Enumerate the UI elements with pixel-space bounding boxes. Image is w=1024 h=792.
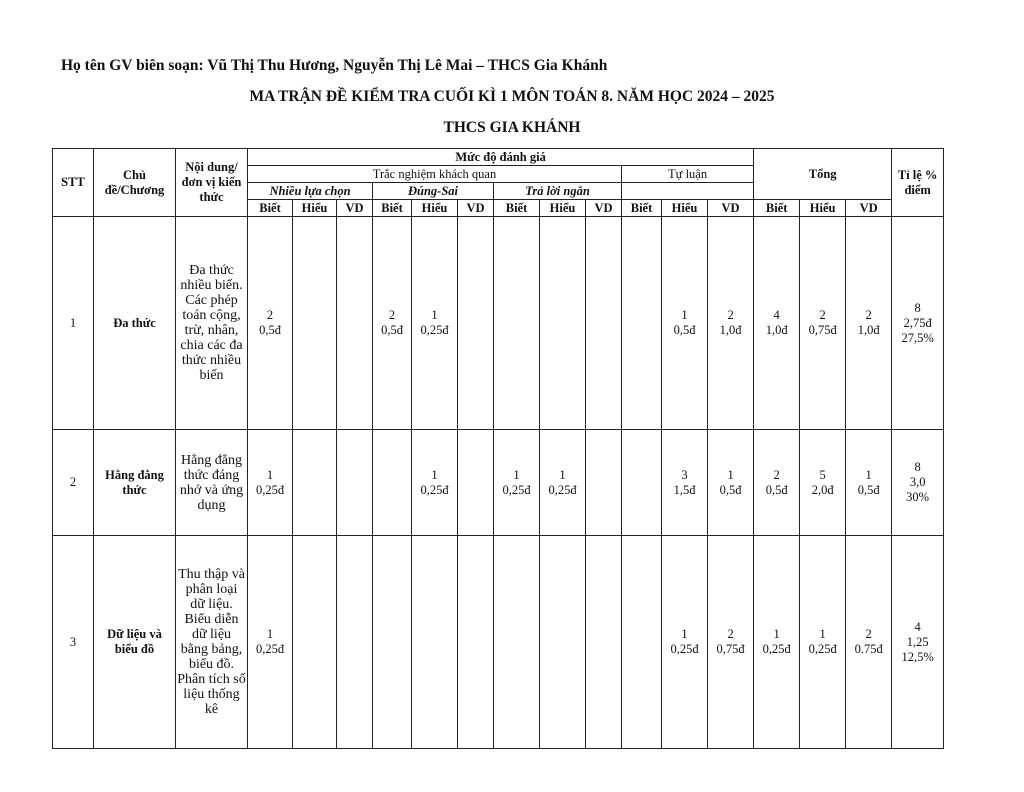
row-ti-le — [892, 536, 944, 749]
cell-count: 4 — [773, 308, 780, 322]
matrix-cell — [846, 430, 892, 536]
cell-count: 1 — [681, 308, 688, 322]
header-level: Hiểu — [293, 200, 337, 217]
cell-count: 2 — [819, 308, 826, 322]
matrix-cell — [846, 217, 892, 430]
header-tu-luan-spacer — [622, 183, 754, 200]
header-level: Biết — [622, 200, 662, 217]
cell-score: 0,5đ — [765, 482, 788, 497]
matrix-cell — [540, 430, 586, 536]
author-line: Họ tên GV biên soạn: Vũ Thị Thu Hương, Nguyễn Thị Lê Mai – THCS Gia Khánh — [61, 57, 608, 74]
header-stt: STT — [53, 149, 94, 217]
matrix-cell — [458, 430, 494, 536]
cell-count: 2 — [773, 467, 780, 482]
cell-score: 1,0đ — [719, 323, 742, 337]
cell-count: 2 — [727, 627, 734, 641]
cell-score: 0,25đ — [255, 642, 285, 656]
row-noi-dung: Thu thập và phân loại dữ liệu. Biểu diễn dữ liệu bằng bảng, biểu đồ. Phân tích số liệu thống kê — [176, 536, 248, 749]
header-level: Biết — [494, 200, 540, 217]
cell-count: 1 — [727, 467, 734, 482]
cell-score: 2,0đ — [811, 482, 834, 497]
matrix-cell — [337, 217, 373, 430]
matrix-cell — [540, 536, 586, 749]
ti-le-line: 12,5% — [901, 649, 934, 664]
cell-count: 3 — [681, 467, 688, 482]
matrix-cell — [373, 217, 412, 430]
matrix-cell — [412, 217, 458, 430]
cell-score: 0,25đ — [808, 642, 837, 656]
matrix-cell — [754, 430, 800, 536]
row-noi-dung: Hằng đẳng thức đáng nhớ và ứng dụng — [176, 430, 248, 536]
header-level: Hiểu — [662, 200, 708, 217]
cell-score: 1,0đ — [857, 323, 880, 337]
header-muc-do: Mức độ đánh giá — [248, 149, 754, 166]
cell-count: 1 — [266, 627, 274, 641]
matrix-cell — [662, 536, 708, 749]
cell-count: 2 — [388, 308, 396, 322]
cell-score: 0,5đ — [381, 323, 403, 337]
header-dung-sai: Đúng-Sai — [373, 183, 494, 200]
table-row — [53, 536, 944, 749]
ti-le-line: 8 — [914, 460, 921, 474]
cell-count: 1 — [819, 627, 826, 641]
cell-score: 0,25đ — [670, 642, 699, 656]
header-level: Biết — [248, 200, 293, 217]
header-level: Hiểu — [800, 200, 846, 217]
ti-le-line: 8 — [914, 300, 921, 315]
row-noi-dung: Đa thức nhiều biến. Các phép toán cộng, trừ, nhân, chia các đa thức nhiều biến — [176, 217, 248, 430]
matrix-cell — [622, 536, 662, 749]
matrix-cell — [800, 217, 846, 430]
matrix-cell — [622, 430, 662, 536]
cell-count: 1 — [431, 308, 438, 322]
header-tong: Tổng — [754, 149, 892, 200]
header-tnkq: Trắc nghiệm khách quan — [248, 166, 622, 183]
header-level: VD — [586, 200, 622, 217]
cell-score: 1,0đ — [765, 323, 788, 337]
matrix-cell — [412, 430, 458, 536]
matrix-cell — [586, 536, 622, 749]
row-chu-de: Đa thức — [94, 217, 176, 430]
matrix-cell — [412, 536, 458, 749]
header-level: VD — [846, 200, 892, 217]
document-title: MA TRẬN ĐỀ KIỂM TRA CUỐI KÌ 1 MÔN TOÁN 8. NĂM HỌC 2024 – 2025 — [249, 88, 775, 105]
matrix-cell — [662, 430, 708, 536]
matrix-cell — [708, 430, 754, 536]
matrix-cell — [662, 217, 708, 430]
ti-le-line: 30% — [906, 490, 930, 504]
cell-count: 1 — [681, 627, 688, 641]
row-stt: 1 — [53, 217, 94, 430]
cell-score: 0,25đ — [420, 482, 449, 497]
matrix-cell — [494, 536, 540, 749]
matrix-cell — [494, 430, 540, 536]
matrix-cell — [494, 217, 540, 430]
matrix-cell — [800, 430, 846, 536]
assessment-matrix-table — [52, 148, 944, 749]
matrix-cell — [708, 217, 754, 430]
header-tu-luan: Tự luận — [622, 166, 754, 183]
cell-score: 0,25đ — [502, 482, 531, 497]
header-noi-dung: Nội dung/đơn vị kiến thức — [176, 149, 248, 217]
matrix-cell — [248, 430, 293, 536]
row-ti-le — [892, 430, 944, 536]
matrix-cell — [373, 536, 412, 749]
header-level: VD — [708, 200, 754, 217]
matrix-cell — [586, 430, 622, 536]
matrix-cell — [846, 536, 892, 749]
header-nhieu-lua-chon: Nhiều lựa chọn — [248, 183, 373, 200]
ti-le-line: 3,0 — [909, 475, 926, 489]
matrix-cell — [754, 536, 800, 749]
cell-count: 1 — [266, 467, 274, 482]
header-level: VD — [337, 200, 373, 217]
cell-score: 0,75đ — [716, 642, 745, 656]
cell-score: 0,5đ — [259, 323, 281, 337]
matrix-cell — [458, 536, 494, 749]
cell-count: 1 — [513, 467, 520, 482]
cell-count: 1 — [431, 467, 438, 482]
matrix-cell — [337, 536, 373, 749]
cell-score: 0,25đ — [255, 482, 285, 497]
school-name: THCS GIA KHÁNH — [443, 119, 581, 136]
ti-le-line: 1,25 — [906, 634, 929, 649]
header-level: VD — [458, 200, 494, 217]
matrix-cell — [373, 430, 412, 536]
matrix-cell — [248, 217, 293, 430]
matrix-cell — [540, 217, 586, 430]
cell-score: 0,25đ — [420, 323, 449, 337]
matrix-cell — [248, 536, 293, 749]
cell-score: 0,5đ — [857, 482, 880, 497]
matrix-cell — [708, 536, 754, 749]
matrix-cell — [293, 430, 337, 536]
header-level: Hiểu — [412, 200, 458, 217]
matrix-cell — [800, 536, 846, 749]
matrix-cell — [754, 217, 800, 430]
header-level: Hiểu — [540, 200, 586, 217]
cell-score: 0,25đ — [762, 642, 791, 656]
cell-score: 1,5đ — [673, 482, 696, 497]
cell-score: 0,25đ — [548, 482, 577, 497]
ti-le-line: 2,75đ — [903, 315, 932, 330]
cell-score: 0.75đ — [854, 642, 883, 656]
row-chu-de: Hằng đẳng thức — [94, 430, 176, 536]
header-chu-de: Chủ đề/Chương — [94, 149, 176, 217]
cell-count: 1 — [865, 467, 872, 482]
matrix-cell — [337, 430, 373, 536]
cell-score: 0,5đ — [673, 323, 696, 337]
cell-count: 1 — [773, 627, 780, 641]
matrix-cell — [293, 536, 337, 749]
row-stt: 2 — [53, 430, 94, 536]
cell-count: 5 — [819, 467, 826, 482]
ti-le-line: 27,5% — [901, 330, 934, 345]
header-ti-le: Tỉ lệ % điểm — [892, 149, 944, 217]
header-level: Biết — [754, 200, 800, 217]
cell-count: 2 — [266, 308, 274, 322]
cell-score: 0,75đ — [808, 323, 837, 337]
cell-count: 1 — [559, 467, 566, 482]
table-row — [53, 217, 944, 430]
header-level: Biết — [373, 200, 412, 217]
matrix-cell — [293, 217, 337, 430]
matrix-cell — [586, 217, 622, 430]
matrix-cell — [622, 217, 662, 430]
header-tra-loi-ngan: Trả lời ngắn — [494, 183, 622, 200]
cell-count: 2 — [865, 308, 872, 322]
ti-le-line: 4 — [914, 619, 921, 634]
row-stt: 3 — [53, 536, 94, 749]
row-chu-de: Dữ liệu và biểu đồ — [94, 536, 176, 749]
row-ti-le — [892, 217, 944, 430]
cell-count: 2 — [727, 308, 734, 322]
matrix-cell — [458, 217, 494, 430]
cell-count: 2 — [865, 627, 872, 641]
cell-score: 0,5đ — [719, 482, 742, 497]
table-row — [53, 430, 944, 536]
